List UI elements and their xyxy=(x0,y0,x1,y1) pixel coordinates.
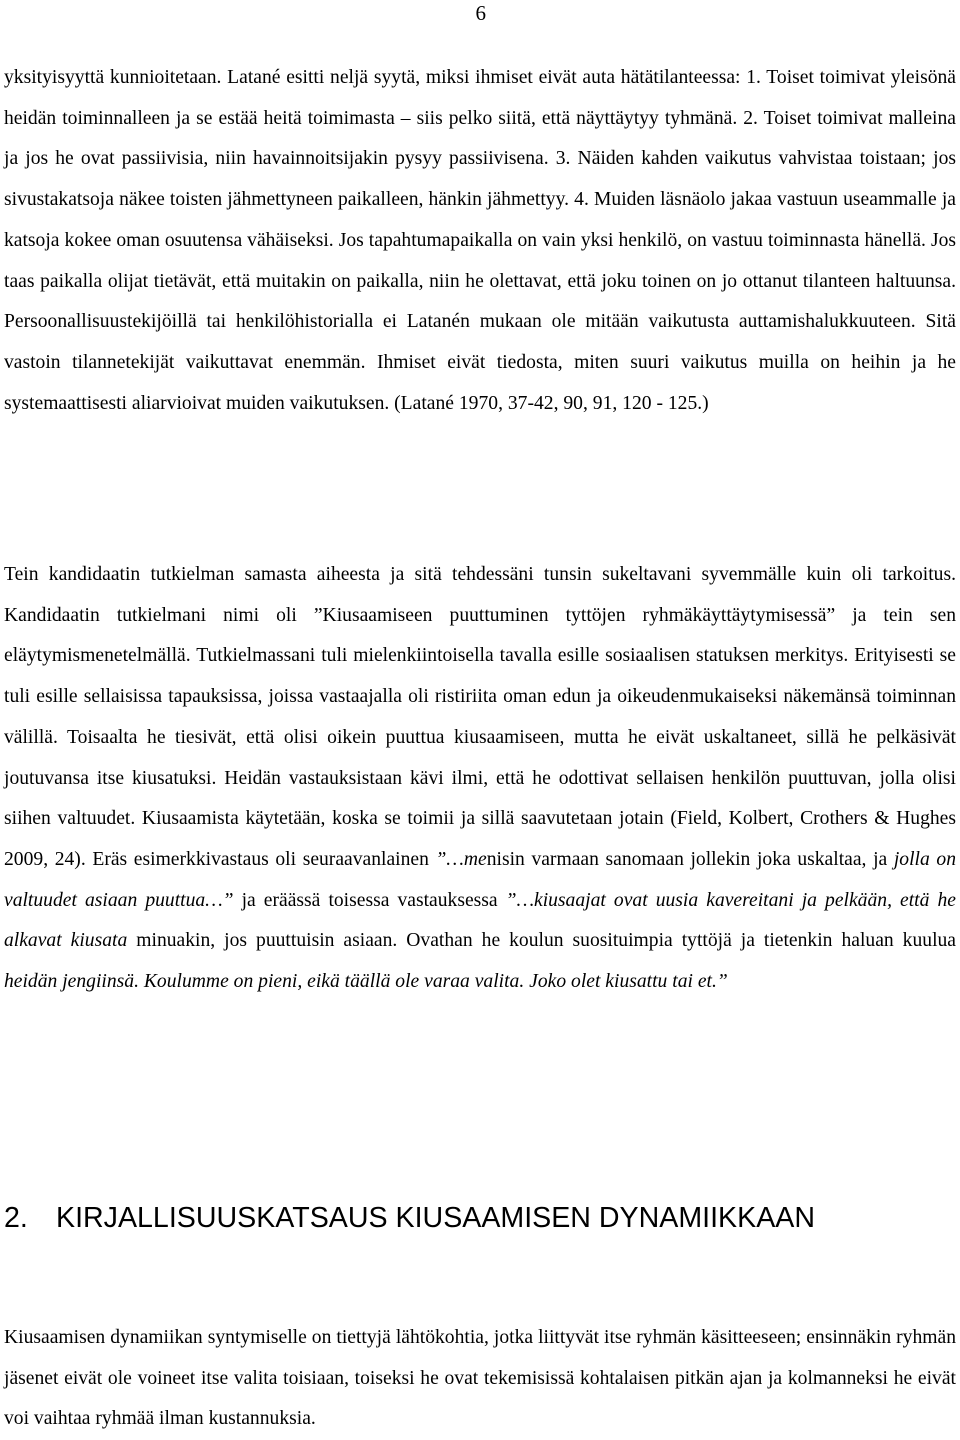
page-number: 6 xyxy=(475,1,486,25)
quote-two-plain: minuakin, jos puuttuisin asiaan. Ovathan he koulun suosituimpia tyttöjä ja tietenkin haluan kuulua xyxy=(127,930,957,952)
section-title: KIRJALLISUUSKATSAUS KIUSAAMISEN DYNAMIIKKAAN xyxy=(56,1202,815,1234)
paragraph-thesis-background xyxy=(4,555,956,1003)
paragraph-intro-text: Tein kandidaatin tutkielman samasta aiheesta ja sitä tehdessäni tunsin sukeltavani syvemmälle kuin oli tarkoitus. Kandidaatin tutkielmani nimi oli ”Kiusaamiseen puuttuminen tyttöjen ryhmäkäyttäytymisessä” ja tein sen eläytymismenetelmällä. Tutkielmassani tuli mielenkiintoisella tavalla esille sosiaalisen statuksen merkitys. Erityisesti se tuli esille sellaisissa tapauksissa, joissa vastaajalla oli ristiriita oman edun ja oikeudenmukaiseksi näkemänsä toiminnan välillä. Toisaalta he tiesivät, että olisi oikein puuttua kiusaamiseen, mutta he eivät uskaltaneet, sillä he pelkäsivät joutuvansa itse kiusatuksi. Heidän vastauksistaan kävi ilmi, että he odottivat sellaisen henkilön puuttuvan, jolla olisi siihen valtuudet. Kiusaamista käytetään, koska se toimii ja sillä saavutetaan jotain (Field, Kolbert, Crothers & Hughes 2009, 24). Eräs esimerkkivastaus oli seuraavanlainen xyxy=(4,564,956,870)
section-number: 2. xyxy=(4,1202,28,1234)
quote-one-open: ”…me xyxy=(435,848,487,870)
paragraph-bystander-reasons: yksityisyyttä kunnioitetaan. Latané esitti neljä syytä, miksi ihmiset eivät auta hätätilanteessa: 1. Toiset toimivat yleisönä heidän toiminnalleen ja se estää heitä toimimasta – siis pelko siitä, että näyttäytyy tyhmänä. 2. Toiset toimivat malleina ja jos he ovat passiivisia, niin havainnoitsijakin pysyy passiivisena. 3. Näiden kahden vaikutus vahvistaa toistaan; jos sivustakatsoja näkee toisten jähmettyneen paikalleen, hänkin jähmettyy. 4. Muiden läsnäolo jakaa vastuun useammalle ja katsoja kokee oman osuutensa vähäiseksi. Jos tapahtumapaikalla on vain yksi henkilö, on vastuu toiminnasta hänellä. Jos taas paikalla olijat tietävät, että muitakin on paikalla, niin he olettavat, että joku toinen on jo ottanut tilanteen haltuunsa. Persoonallisuustekijöillä tai henkilöhistorialla ei Latanén mukaan ole mitään vaikutusta auttamishalukkuuteen. Sitä vastoin tilannetekijät vaikuttavat enemmän. Ihmiset eivät tiedosta, miten suuri vaikutus muilla on heihin ja he systemaattisesti aliarvioivat muiden vaikutuksen. (Latané 1970, 37-42, 90, 91, 120 - 125.) xyxy=(4,67,956,414)
quote-connector: ja eräässä toisessa vastauksessa xyxy=(233,889,506,911)
quote-two-italic: ”…kiusaajat ovat uusia kavereitani ja pelkään, että he alkavat kiusata xyxy=(4,889,956,952)
quote-two-italic-end: heidän jengiinsä. Koulumme on pieni, eikä täällä ole varaa valita. Joko olet kiusattu tai et.” xyxy=(4,971,728,993)
section-heading xyxy=(4,1198,815,1238)
quote-one-italic: jolla on valtuudet asiaan puuttua…” xyxy=(4,848,956,911)
quote-one-plain: nisin varmaan sanomaan jollekin joka uskaltaa, ja xyxy=(486,848,894,870)
paragraph-dynamics-intro: Kiusaamisen dynamiikan syntymiselle on tiettyjä lähtökohtia, jotka liittyvät itse ryhmän käsitteeseen; ensinnäkin ryhmän jäsenet eivät ole voineet itse valita toisiaan, toiseksi he ovat tekemisissä kohtalaisen pitkän ajan ja kolmanneksi he eivät voi vaihtaa ryhmää ilman kustannuksia. xyxy=(4,1327,956,1430)
